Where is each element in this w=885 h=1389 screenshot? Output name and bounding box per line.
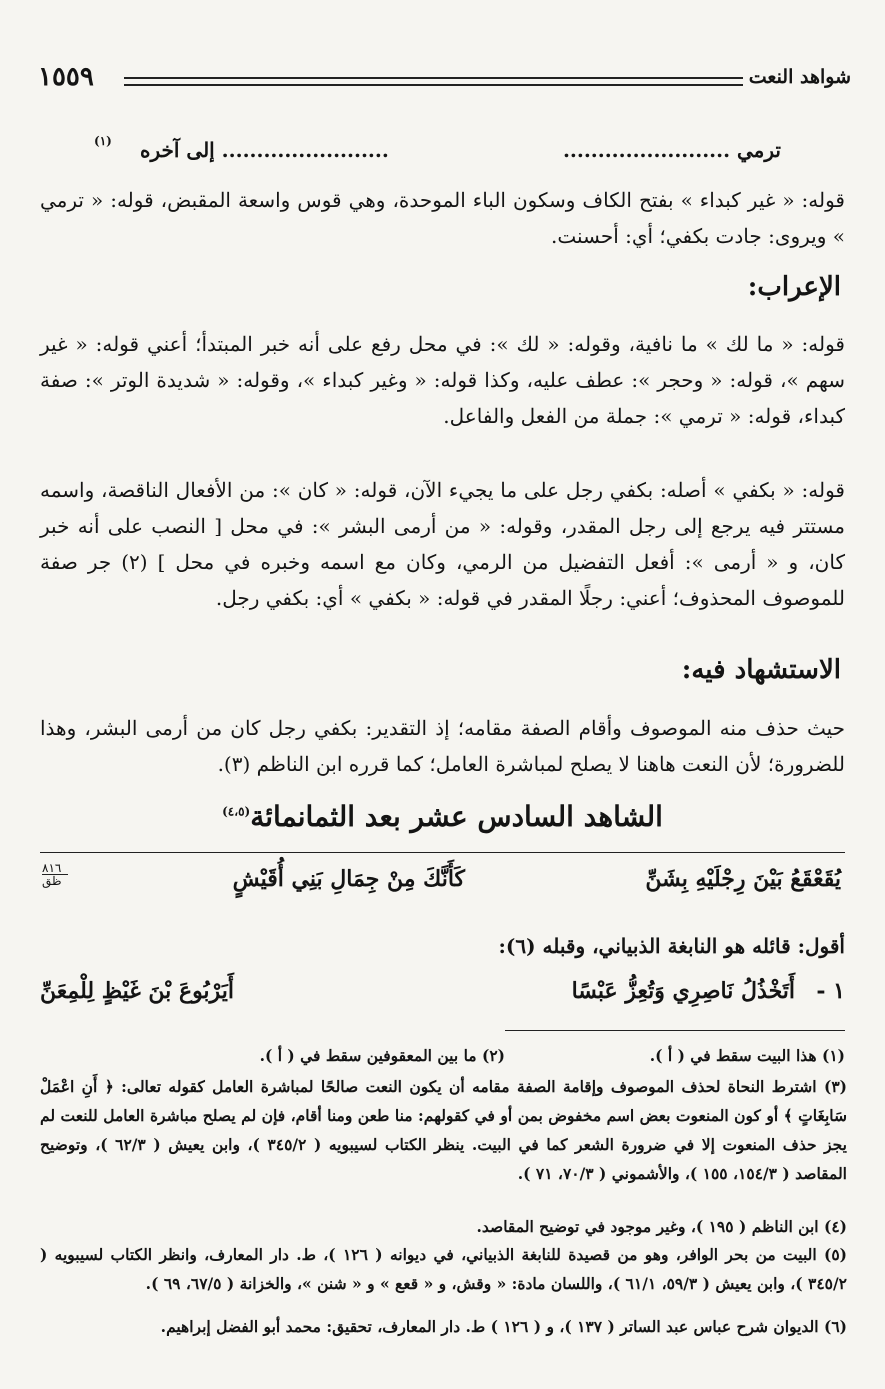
verse-number-box [42,862,86,887]
main-verse-right: كَأَنَّكَ مِنْ جِمَالِ بَنِي أُقَيْشٍ [232,866,465,892]
top-verse-left: ........................ إلى آخره [140,138,389,162]
footnote-separator [505,1030,845,1031]
footnote-6: (٦) الديوان شرح عباس عبد الساتر ( ١٣٧ )، و ( ١٢٦ ) ط. دار المعارف، تحقيق: محمد أبو الفضل إبراهيم. [160,1317,847,1336]
header-title: شواهد النعت [748,66,851,88]
footnote-4: (٤) ابن الناظم ( ١٩٥ )، وغير موجود في توضيح المقاصد. [476,1217,847,1236]
header-double-rule [124,77,743,86]
verse-1-number: ١ - [816,978,845,1004]
istishhad-paragraph: حيث حذف منه الموصوف وأقام الصفة مقامه؛ إذ التقدير: بكفي رجل كان من أرمى البشر، وهذا للضرورة؛ لأن النعت هاهنا لا يصلح لمباشرة العامل؛ كما قرره ابن الناظم (٣). [40,716,845,776]
running-header [38,64,851,96]
i3rab-heading: الإعراب: [747,272,841,302]
page-number: ١٥٥٩ [38,62,94,92]
footnote-3: (٣) اشترط النحاة لحذف الموصوف وإقامة الصفة مقامه أن يكون النعت صالحًا لمباشرة العامل كقوله تعالى: ﴿ أَنِ اعْمَلْ سَابِغَاتٍ ﴾ أو كون المنعوت بعض اسم مخفوض بمن أو في كقولهم: منا طعن ومنا أقام، فإن لم يصلح مباشرة العامل للنعت لم يجز حذف المنعوت إلا في ضرورة الشعر كما في البيت. ينظر الكتاب لسيبويه ( ٣٤٥/٢ )، وابن يعيش ( ٦٢/٣ )، وتوضيح المقاصد ( ١٥٤/٣، ١٥٥ )، والأشموني ( ٧٠/٣، ٧١ ). [40,1077,847,1183]
main-verse-left: يُقَعْقَعُ بَيْنَ رِجْلَيْهِ بِشَنِّ [645,866,841,892]
verse-number-sub: ظق [42,874,62,888]
istishhad-heading: الاستشهاد فيه: [681,655,841,685]
section-title [0,800,885,833]
footnote-5: (٥) البيت من بحر الوافر، وهو من قصيدة للنابغة الذبياني، في ديوانه ( ١٢٦ )، ط. دار المعارف، وانظر الكتاب لسيبويه ( ٣٤٥/٢ )، وابن يعيش ( ٥٩/٣، ٦١/١ )، واللسان مادة: « وقش، و « قعع » و « شنن »، والخزانة ( ٦٧/٥، ٦٩ ). [40,1245,847,1293]
i3rab-paragraph-1: قوله: « ما لك » ما نافية، وقوله: « لك »: في محل رفع على أنه خبر المبتدأ؛ أعني قوله: « غير سهم »، قوله: « وحجر »: عطف عليه، وكذا قوله: « وغير كبداء »، وقوله: « شديدة الوتر »: صفة كبداء، قوله: « ترمي »: جملة من الفعل والفاعل. [40,332,845,428]
footnote-1: (١) هذا البيت سقط في ( أ ). [649,1046,845,1065]
section-title-refs: (٤،٥) [222,804,251,819]
verse-number: ٨١٦ [42,862,68,875]
top-verse-right: ترمي ........................ [562,138,781,162]
word-explanation: قوله: « غير كبداء » بفتح الكاف وسكون الباء الموحدة، وهي قوس واسعة المقبض، قوله: « ترمي » ويروى: جادت بكفي؛ أي: أحسنت. [40,188,845,248]
footnote-2: (٢) ما بين المعقوفين سقط في ( أ ). [259,1046,505,1065]
author-line: أقول: قائله هو النابغة الذبياني، وقبله (٦): [498,934,845,958]
verse-separator-rule [40,852,845,853]
i3rab-paragraph-2: قوله: « بكفي » أصله: بكفي رجل على ما يجيء الآن، قوله: « كان »: من الأفعال الناقصة، واسمه مستتر فيه يرجع إلى رجل المقدر، وقوله: « من أرمى البشر »: في محل [ النصب على أنه خبر كان، و « أرمى »: أفعل التفضيل من الرمي، وكان مع اسمه وخبره في محل ] (٢) جر صفة للموصوف المحذوف؛ أعني: رجلًا المقدر في قوله: « بكفي » أي: بكفي رجل. [40,478,845,610]
top-verse-footnote-ref: (١) [94,134,112,148]
verse-1-right: أَتَخْذُلُ نَاصِرِي وَتُعِزُّ عَبْسًا [571,978,795,1004]
verse-1-left: أَيَرْبُوعَ بْنَ غَيْظٍ لِلْمِعَنِّ [40,978,234,1004]
section-title-text: الشاهد السادس عشر بعد الثمانمائة [250,800,663,833]
